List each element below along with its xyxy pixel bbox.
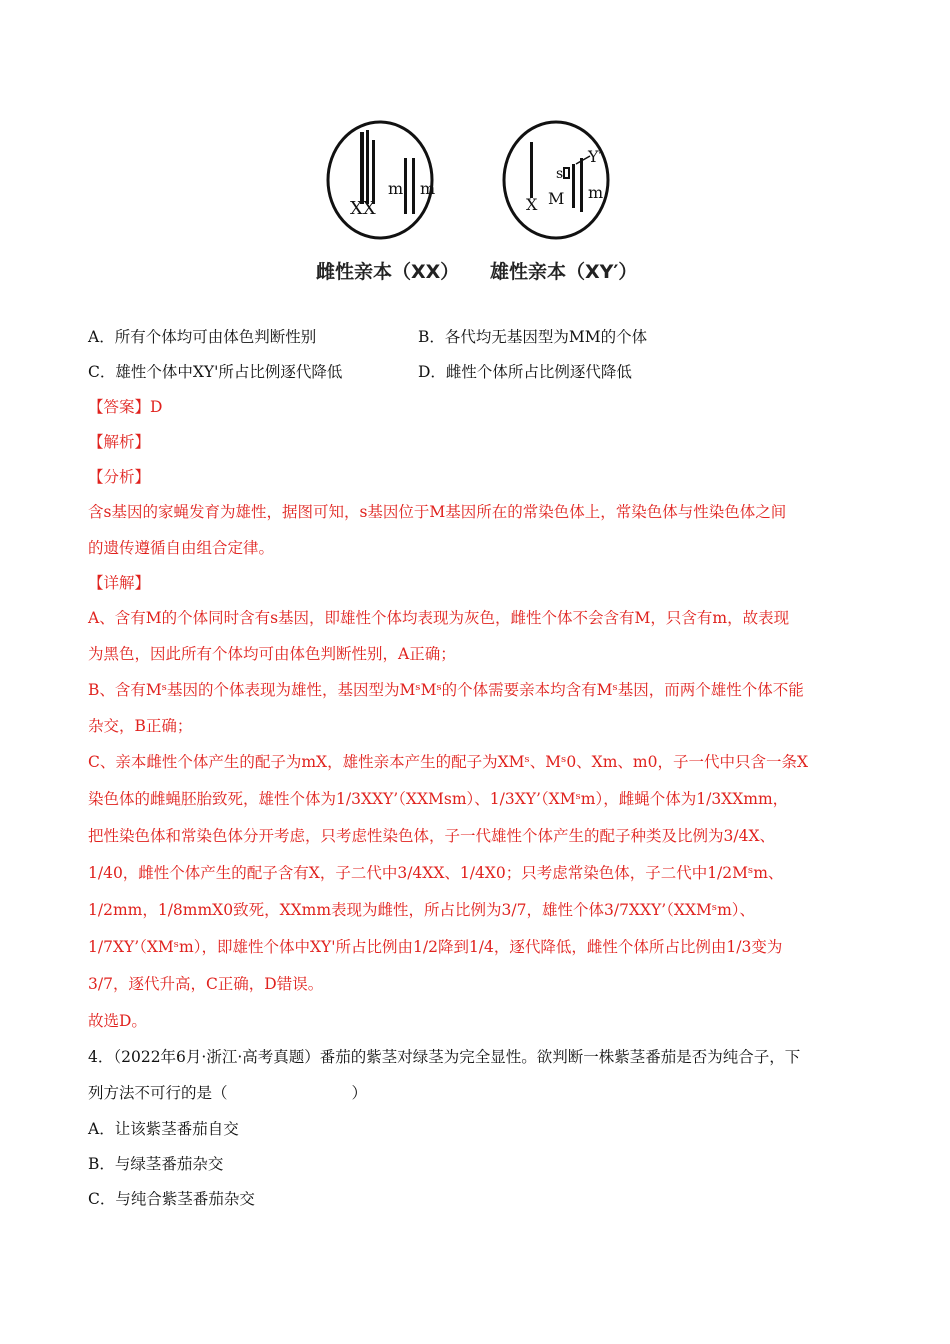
detail-line-1: A、含有M的个体同时含有s基因，即雄性个体均表现为灰色，雌性个体不会含有M，只含有m，故表现 <box>88 609 790 627</box>
detail-line-10: 1/7XY’（XMˢm），即雄性个体中XY'所占比例由1/2降到1/4，逐代降低，雌性个体所占比例由1/3变为 <box>88 938 783 956</box>
fenxi-label: 【分析】 <box>88 468 151 486</box>
detail-line-3: B、含有Mˢ基因的个体表现为雄性，基因型为MˢMˢ的个体需要亲本均含有Mˢ基因，而两个雄性个体不能 <box>88 681 804 699</box>
male-M-chromosome <box>572 164 575 208</box>
male-M-label: M <box>548 189 565 208</box>
answer-row <box>88 397 162 417</box>
male-m-label: m <box>588 183 604 202</box>
male-s-marker <box>564 168 569 178</box>
male-caption: 雄性亲本（XY′） <box>490 261 638 283</box>
conclusion: 故选D。 <box>88 1012 147 1030</box>
male-x-chromosome <box>530 142 533 198</box>
q4-line-1: 4．（2022年6月·浙江·高考真题）番茄的紫茎对绿茎为完全显性。欲判断一株紫茎番茄是否为纯合子，下 <box>88 1048 801 1066</box>
detail-line-7: 把性染色体和常染色体分开考虑，只考虑性染色体，子一代雄性个体产生的配子种类及比例为3/4X、 <box>88 827 775 845</box>
female-m-label-1: m <box>388 179 404 198</box>
female-cell-circle <box>328 122 432 238</box>
female-xx-label: XX <box>350 198 376 219</box>
xiangjie-label: 【详解】 <box>88 574 151 592</box>
male-m-chromosome <box>580 158 583 212</box>
q4-option-a: A．让该紫茎番茄自交 <box>88 1120 239 1138</box>
fenxi-line-2: 的遗传遵循自由组合定律。 <box>88 539 275 557</box>
female-x-chromosome-1 <box>360 132 364 204</box>
q4-option-b: B．与绿茎番茄杂交 <box>88 1155 224 1173</box>
detail-line-2: 为黑色，因此所有个体均可由体色判断性别，A正确； <box>88 645 456 663</box>
male-x-label: X <box>526 195 538 214</box>
detail-line-6: 染色体的雌蝇胚胎致死，雄性个体为1/3XXY’（XXMsm）、1/3XY’（XMˢm），雌蝇个体为1/3XXmm， <box>88 790 789 808</box>
female-m-chromosome-2 <box>412 158 415 214</box>
female-caption: 雌性亲本（XX） <box>316 261 460 283</box>
q4-option-c: C．与纯合紫茎番茄杂交 <box>88 1190 255 1208</box>
female-m-chromosome-1 <box>404 158 407 214</box>
male-y-label: Y′ <box>588 147 603 166</box>
female-m-label-2: m <box>420 179 436 198</box>
detail-line-9: 1/2mm，1/8mmX0致死，XXmm表现为雌性，所占比例为3/7，雄性个体3/7XXY’（XXMˢm）、 <box>88 901 756 919</box>
fenxi-line-1: 含s基因的家蝇发育为雄性，据图可知，s基因位于M基因所在的常染色体上，常染色体与性染色体之间 <box>88 503 787 521</box>
option-c: C．雄性个体中XY'所占比例逐代降低 <box>88 363 343 381</box>
option-d: D．雌性个体所占比例逐代降低 <box>418 363 632 381</box>
detail-line-11: 3/7，逐代升高，C正确，D错误。 <box>88 975 324 993</box>
female-x-chromosome-1b <box>366 130 369 204</box>
answer-value: D <box>150 398 163 416</box>
detail-line-5: C、亲本雌性个体产生的配子为mX，雄性亲本产生的配子为XMˢ、Mˢ0、Xm、m0，子一代中只含一条X <box>88 753 809 771</box>
chromosome-diagram <box>300 112 660 252</box>
answer-label: 【答案】 <box>88 398 151 416</box>
option-a: A．所有个体均可由体色判断性别 <box>88 328 317 346</box>
detail-line-4: 杂交，B正确； <box>88 717 193 735</box>
detail-line-8: 1/40，雌性个体产生的配子含有X，子二代中3/4XX、1/4X0；只考虑常染色体，子二代中1/2Mˢm、 <box>88 864 784 882</box>
female-x-chromosome-2 <box>372 140 375 204</box>
jiexi-label: 【解析】 <box>88 433 151 451</box>
q4-line-2: 列方法不可行的是（ ） <box>88 1084 368 1102</box>
chromosome-figure <box>300 112 660 292</box>
male-s-label: s <box>556 166 564 182</box>
option-b: B．各代均无基因型为MM的个体 <box>418 328 648 346</box>
